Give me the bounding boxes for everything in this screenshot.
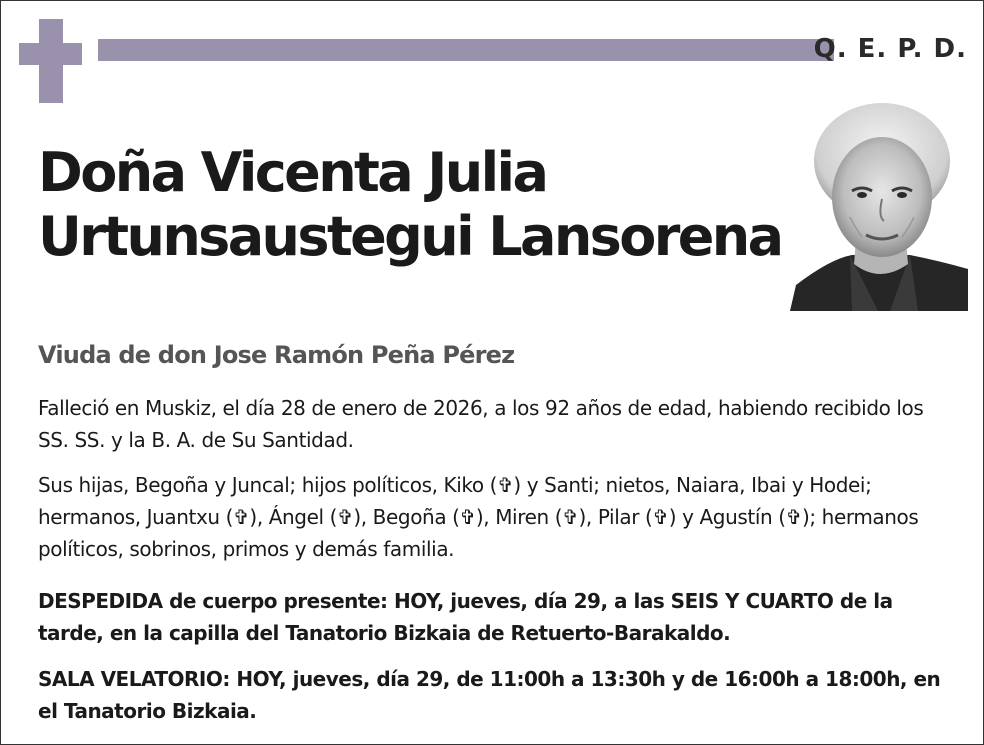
- widow-of-line: Viuda de don Jose Ramón Peña Pérez: [38, 341, 515, 369]
- wake-paragraph: SALA VELATORIO: HOY, jueves, día 29, de 11:00h a 13:30h y de 16:00h a 18:00h, en el Tanatorio Bizkaia.: [38, 667, 941, 723]
- deceased-name-line1: Doña Vicenta Julia: [38, 141, 547, 204]
- family-paragraph: Sus hijas, Begoña y Juncal; hijos políticos, Kiko (✞) y Santi; nietos, Naiara, Ibai y Hodei; hermanos, Juantxu (✞), Ángel (✞), Begoña (✞), Miren (✞), Pilar (✞) y Agustín (✞); hermanos políticos, sobrinos, primos y demás familia.: [38, 473, 919, 561]
- farewell-paragraph: DESPEDIDA de cuerpo presente: HOY, jueves, día 29, a las SEIS Y CUARTO de la tarde, en la capilla del Tanatorio Bizkaia de Retuerto-Barakaldo.: [38, 589, 893, 645]
- qepd-label: Q. E. P. D.: [813, 34, 967, 64]
- deceased-name: [38, 141, 798, 269]
- header-rule: [98, 39, 834, 61]
- portrait-photo: [790, 99, 968, 311]
- death-paragraph: Falleció en Muskiz, el día 28 de enero de 2026, a los 92 años de edad, habiendo recibido los SS. SS. y la B. A. de Su Santidad.: [38, 396, 924, 452]
- deceased-name-line2: Urtunsaustegui Lansorena: [38, 205, 782, 268]
- cross-icon-horizontal: [19, 43, 82, 65]
